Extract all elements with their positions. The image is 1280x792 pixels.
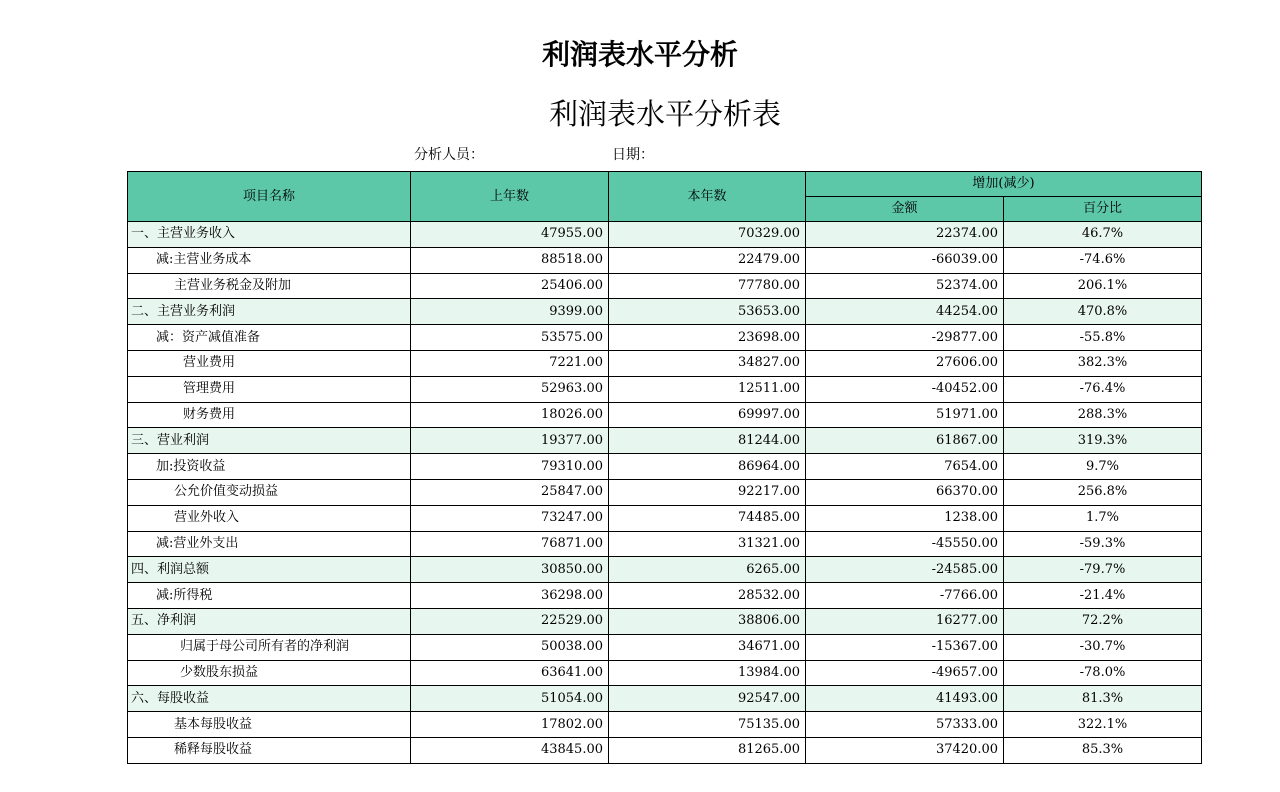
prev-year-cell: 19377.00 <box>411 428 609 454</box>
item-name-cell: 减:营业外支出 <box>128 531 411 557</box>
prev-year-cell: 9399.00 <box>411 299 609 325</box>
change-amount-cell: 51971.00 <box>806 402 1004 428</box>
this-year-cell: 53653.00 <box>609 299 806 325</box>
change-amount-cell: 37420.00 <box>806 737 1004 763</box>
item-name-cell: 基本每股收益 <box>128 712 411 738</box>
this-year-cell: 13984.00 <box>609 660 806 686</box>
change-amount-cell: 61867.00 <box>806 428 1004 454</box>
prev-year-cell: 50038.00 <box>411 634 609 660</box>
this-year-cell: 70329.00 <box>609 222 806 248</box>
this-year-cell: 12511.00 <box>609 376 806 402</box>
header-change: 增加(减少) <box>806 172 1202 197</box>
table-row-section <box>128 608 1202 634</box>
table-row <box>128 247 1202 273</box>
change-percent-cell: 206.1% <box>1004 273 1202 299</box>
prev-year-cell: 51054.00 <box>411 686 609 712</box>
table-row <box>128 737 1202 763</box>
prev-year-cell: 7221.00 <box>411 350 609 376</box>
change-amount-cell: -7766.00 <box>806 583 1004 609</box>
change-percent-cell: 81.3% <box>1004 686 1202 712</box>
change-percent-cell: -78.0% <box>1004 660 1202 686</box>
prev-year-cell: 88518.00 <box>411 247 609 273</box>
change-percent-cell: -74.6% <box>1004 247 1202 273</box>
table-row <box>128 479 1202 505</box>
change-percent-cell: 382.3% <box>1004 350 1202 376</box>
table-row <box>128 402 1202 428</box>
prev-year-cell: 22529.00 <box>411 608 609 634</box>
this-year-cell: 6265.00 <box>609 557 806 583</box>
change-percent-cell: 1.7% <box>1004 505 1202 531</box>
this-year-cell: 86964.00 <box>609 454 806 480</box>
change-percent-cell: 46.7% <box>1004 222 1202 248</box>
page-title: 利润表水平分析 <box>541 38 738 71</box>
item-name-cell: 归属于母公司所有者的净利润 <box>128 634 411 660</box>
table-row <box>128 376 1202 402</box>
change-percent-cell: 256.8% <box>1004 479 1202 505</box>
header-amount: 金额 <box>806 197 1004 222</box>
this-year-cell: 34827.00 <box>609 350 806 376</box>
this-year-cell: 23698.00 <box>609 325 806 351</box>
table-row <box>128 531 1202 557</box>
item-name-cell: 六、每股收益 <box>128 686 411 712</box>
table-row <box>128 634 1202 660</box>
item-name-cell: 四、利润总额 <box>128 557 411 583</box>
change-percent-cell: -30.7% <box>1004 634 1202 660</box>
change-amount-cell: -49657.00 <box>806 660 1004 686</box>
table-title: 利润表水平分析表 <box>548 97 781 131</box>
prev-year-cell: 36298.00 <box>411 583 609 609</box>
change-amount-cell: -40452.00 <box>806 376 1004 402</box>
header-percent: 百分比 <box>1004 197 1202 222</box>
change-percent-cell: -79.7% <box>1004 557 1202 583</box>
date-label: 日期： <box>612 147 654 163</box>
table-row <box>128 660 1202 686</box>
this-year-cell: 74485.00 <box>609 505 806 531</box>
header-item-name: 项目名称 <box>128 172 411 222</box>
prev-year-cell: 47955.00 <box>411 222 609 248</box>
prev-year-cell: 43845.00 <box>411 737 609 763</box>
table-row <box>128 273 1202 299</box>
header-this-year: 本年数 <box>609 172 806 222</box>
table-row <box>128 454 1202 480</box>
this-year-cell: 92217.00 <box>609 479 806 505</box>
change-amount-cell: 27606.00 <box>806 350 1004 376</box>
prev-year-cell: 73247.00 <box>411 505 609 531</box>
change-amount-cell: 7654.00 <box>806 454 1004 480</box>
prev-year-cell: 30850.00 <box>411 557 609 583</box>
table-row-section <box>128 299 1202 325</box>
table-row-section <box>128 428 1202 454</box>
prev-year-cell: 25847.00 <box>411 479 609 505</box>
table-row <box>128 712 1202 738</box>
change-amount-cell: -45550.00 <box>806 531 1004 557</box>
item-name-cell: 三、营业利润 <box>128 428 411 454</box>
this-year-cell: 81265.00 <box>609 737 806 763</box>
change-amount-cell: 22374.00 <box>806 222 1004 248</box>
this-year-cell: 22479.00 <box>609 247 806 273</box>
this-year-cell: 28532.00 <box>609 583 806 609</box>
item-name-cell: 主营业务税金及附加 <box>128 273 411 299</box>
change-amount-cell: -66039.00 <box>806 247 1004 273</box>
change-percent-cell: -55.8% <box>1004 325 1202 351</box>
change-percent-cell: 322.1% <box>1004 712 1202 738</box>
change-amount-cell: 57333.00 <box>806 712 1004 738</box>
prev-year-cell: 25406.00 <box>411 273 609 299</box>
change-amount-cell: 44254.00 <box>806 299 1004 325</box>
this-year-cell: 38806.00 <box>609 608 806 634</box>
item-name-cell: 公允价值变动损益 <box>128 479 411 505</box>
item-name-cell: 营业费用 <box>128 350 411 376</box>
header-prev-year: 上年数 <box>411 172 609 222</box>
change-percent-cell: 288.3% <box>1004 402 1202 428</box>
change-percent-cell: -59.3% <box>1004 531 1202 557</box>
item-name-cell: 加:投资收益 <box>128 454 411 480</box>
analyst-label: 分析人员： <box>414 147 484 163</box>
item-name-cell: 减：资产减值准备 <box>128 325 411 351</box>
change-amount-cell: -29877.00 <box>806 325 1004 351</box>
change-amount-cell: -24585.00 <box>806 557 1004 583</box>
table-row-section <box>128 686 1202 712</box>
change-percent-cell: 72.2% <box>1004 608 1202 634</box>
prev-year-cell: 17802.00 <box>411 712 609 738</box>
item-name-cell: 减:主营业务成本 <box>128 247 411 273</box>
this-year-cell: 92547.00 <box>609 686 806 712</box>
change-amount-cell: 52374.00 <box>806 273 1004 299</box>
this-year-cell: 81244.00 <box>609 428 806 454</box>
item-name-cell: 稀释每股收益 <box>128 737 411 763</box>
change-percent-cell: 9.7% <box>1004 454 1202 480</box>
item-name-cell: 减:所得税 <box>128 583 411 609</box>
change-amount-cell: -15367.00 <box>806 634 1004 660</box>
prev-year-cell: 18026.00 <box>411 402 609 428</box>
change-amount-cell: 66370.00 <box>806 479 1004 505</box>
prev-year-cell: 63641.00 <box>411 660 609 686</box>
this-year-cell: 75135.00 <box>609 712 806 738</box>
this-year-cell: 31321.00 <box>609 531 806 557</box>
item-name-cell: 少数股东损益 <box>128 660 411 686</box>
table-row <box>128 505 1202 531</box>
this-year-cell: 77780.00 <box>609 273 806 299</box>
table-body <box>128 222 1202 764</box>
change-percent-cell: -21.4% <box>1004 583 1202 609</box>
change-percent-cell: -76.4% <box>1004 376 1202 402</box>
table-row-section <box>128 557 1202 583</box>
change-amount-cell: 1238.00 <box>806 505 1004 531</box>
this-year-cell: 69997.00 <box>609 402 806 428</box>
prev-year-cell: 79310.00 <box>411 454 609 480</box>
table-row-section <box>128 222 1202 248</box>
this-year-cell: 34671.00 <box>609 634 806 660</box>
prev-year-cell: 52963.00 <box>411 376 609 402</box>
item-name-cell: 管理费用 <box>128 376 411 402</box>
item-name-cell: 一、主营业务收入 <box>128 222 411 248</box>
table-row <box>128 350 1202 376</box>
change-amount-cell: 41493.00 <box>806 686 1004 712</box>
change-percent-cell: 85.3% <box>1004 737 1202 763</box>
table-row <box>128 325 1202 351</box>
item-name-cell: 五、净利润 <box>128 608 411 634</box>
prev-year-cell: 53575.00 <box>411 325 609 351</box>
prev-year-cell: 76871.00 <box>411 531 609 557</box>
table-row <box>128 583 1202 609</box>
income-statement-table <box>127 171 1202 764</box>
item-name-cell: 营业外收入 <box>128 505 411 531</box>
item-name-cell: 财务费用 <box>128 402 411 428</box>
change-amount-cell: 16277.00 <box>806 608 1004 634</box>
item-name-cell: 二、主营业务利润 <box>128 299 411 325</box>
change-percent-cell: 319.3% <box>1004 428 1202 454</box>
change-percent-cell: 470.8% <box>1004 299 1202 325</box>
table-header <box>128 172 1202 222</box>
